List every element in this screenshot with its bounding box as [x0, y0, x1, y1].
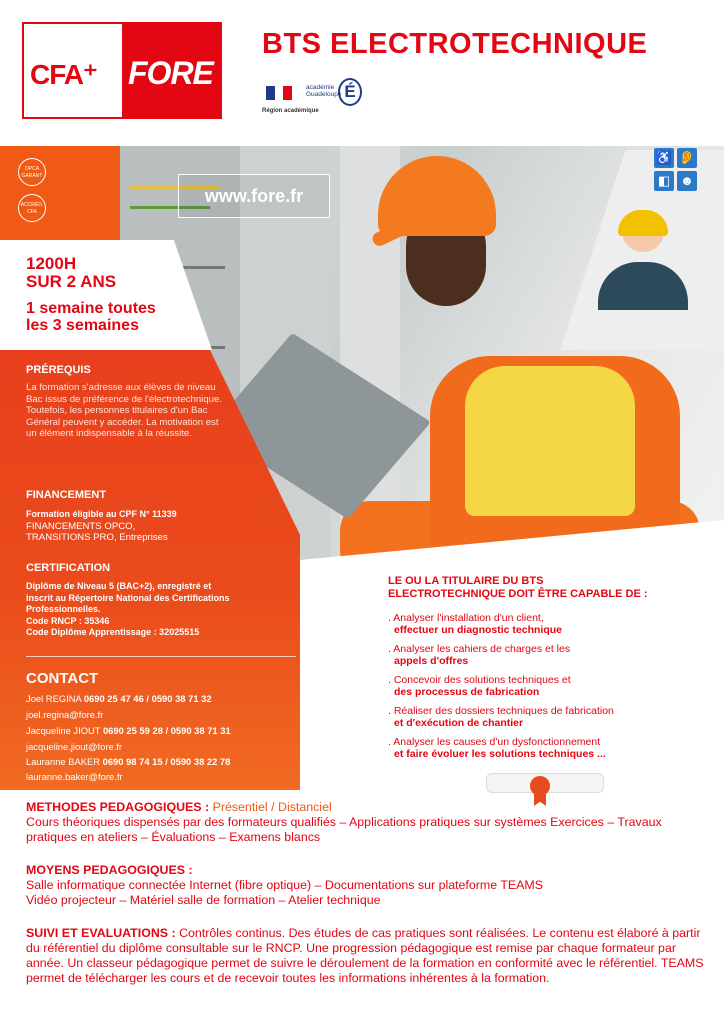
- contact-phones[interactable]: 0690 25 47 46 / 0590 38 71 32: [83, 693, 212, 704]
- certification-line2: inscrit au Répertoire National des Certifications: [26, 592, 230, 603]
- methodes-subtitle: Présentiel / Distanciel: [209, 800, 332, 814]
- capability-item: [388, 674, 718, 698]
- website-url[interactable]: www.fore.fr: [178, 174, 330, 218]
- capability-text: . Concevoir des solutions techniques et: [388, 674, 571, 686]
- financement-block: [26, 509, 286, 544]
- capabilities-title: [388, 575, 718, 600]
- capability-highlight: appels d'offres: [394, 655, 469, 667]
- financement-line2: FINANCEMENTS OPCO,: [26, 520, 136, 532]
- capabilities-list: [388, 612, 718, 767]
- contact-title: CONTACT: [26, 670, 99, 687]
- rhythm-line2: les 3 semaines: [26, 317, 139, 334]
- region-academique-label: Région académique: [262, 108, 319, 114]
- capabilities-title-line1: LE OU LA TITULAIRE DU BTS: [388, 575, 544, 587]
- contact-name: Jacqueline JIOUT: [26, 725, 101, 736]
- logo-cfa: CFA⁺: [30, 59, 97, 90]
- financement-line1: Formation éligible au CPF N° 11339: [26, 509, 177, 519]
- capability-text: . Réaliser des dossiers techniques de fabrication: [388, 705, 614, 717]
- capability-item: [388, 643, 718, 667]
- capability-highlight: des processus de fabrication: [394, 686, 540, 698]
- contact-name: Joel REGINA: [26, 693, 82, 704]
- suivi-title: SUIVI ET EVALUATIONS :: [26, 926, 176, 940]
- certification-line5: Code Diplôme Apprentissage : 32025515: [26, 627, 200, 637]
- years-value: SUR 2 ANS: [26, 272, 117, 291]
- methodes-section: [26, 800, 706, 845]
- methodes-title: METHODES PEDAGOGIQUES :: [26, 800, 210, 814]
- contact-person-2: [26, 725, 231, 736]
- suivi-section: [26, 926, 706, 986]
- contact-phones[interactable]: 0690 25 59 28 / 0590 38 71 31: [102, 725, 231, 736]
- certification-line4: Code RNCP : 35346: [26, 615, 110, 626]
- hearing-icon: 👂: [677, 148, 697, 168]
- moyens-section: [26, 863, 706, 908]
- visual-icon: ◧: [654, 171, 674, 191]
- duration-hours: [26, 255, 116, 291]
- capability-item: [388, 736, 718, 760]
- cognitive-icon: ☻: [677, 171, 697, 191]
- moyens-line2: Vidéo projecteur – Matériel salle de formation – Atelier technique: [26, 893, 381, 907]
- rhythm-line1: 1 semaine toutes: [26, 300, 156, 317]
- duration-rhythm: [26, 300, 156, 334]
- certification-title: CERTIFICATION: [26, 562, 111, 574]
- certification-line3: Professionnelles.: [26, 604, 101, 614]
- contact-email[interactable]: lauranne.baker@fore.fr: [26, 771, 123, 782]
- capabilities-title-line2: ELECTROTECHNIQUE DOIT ÊTRE CAPABLE DE :: [388, 587, 648, 600]
- prerequis-text: La formation s'adresse aux élèves de niveau Bac issus de préférence de l'électrotechnique. Toutefois, les personnes titulaires d'un Bac Général peuvent y accéder. La motivation est un élément indispensable à la réussite.: [26, 382, 222, 439]
- divider: [26, 656, 296, 657]
- republique-flag-icon: [266, 86, 292, 100]
- capability-highlight: et d'exécution de chantier: [394, 717, 524, 729]
- academie-line2: Guadeloupe: [306, 91, 342, 98]
- contact-person-1: [26, 693, 212, 704]
- academie-label: [306, 84, 341, 98]
- laurel-badge-icon: ACCRÉD. CFA: [18, 194, 46, 222]
- contact-name: Lauranne BAKER: [26, 756, 101, 767]
- page-title: BTS ELECTROTECHNIQUE: [262, 28, 648, 60]
- certification-block: [26, 581, 286, 639]
- moyens-title: MOYENS PEDAGOGIQUES :: [26, 863, 193, 877]
- certification-line1: Diplôme de Niveau 5 (BAC+2), enregistré et: [26, 581, 212, 591]
- accessibility-icons: [654, 148, 702, 191]
- contact-email[interactable]: jacqueline.jiout@fore.fr: [26, 741, 123, 752]
- wheelchair-icon: ♿: [654, 148, 674, 168]
- methodes-text: Cours théoriques dispensés par des formateurs qualifiés – Applications pratiques sur systèmes Exercices – Travaux pratiques en ateliers – Évaluations – Examens blancs: [26, 815, 662, 844]
- suivi-text: Contrôles continus. Des études de cas pratiques sont réalisées. Le contenu est élaboré à partir du référentiel du diplôme consultable sur le RNCP. Une progression pédagogique est remise par chaque formateur par année. Un classeur pédagogique permet de suivre le déroulement de la formation en conformité avec le référentiel. TEAMS permet de télécharger les cours et de recevoir toutes les informations inhérentes à la formation.: [26, 926, 704, 985]
- moyens-line1: Salle informatique connectée Internet (fibre optique) – Documentations sur plateforme TEAMS: [26, 878, 544, 892]
- contact-person-3: [26, 756, 230, 767]
- capability-item: [388, 612, 718, 636]
- capability-text: . Analyser les causes d'un dysfonctionnement: [388, 736, 601, 748]
- capability-item: [388, 705, 718, 729]
- certification-badges: [18, 158, 46, 230]
- contact-email[interactable]: joel.regina@fore.fr: [26, 709, 104, 720]
- laurel-badge-icon: OPCA GARANT: [18, 158, 46, 186]
- capability-text: . Analyser l'installation d'un client,: [388, 612, 544, 624]
- prerequis-title: PRÉREQUIS: [26, 364, 91, 376]
- financement-line3: TRANSITIONS PRO, Entreprises: [26, 532, 168, 543]
- safety-vest-shape: [465, 366, 635, 516]
- capability-text: . Analyser les cahiers de charges et les: [388, 643, 571, 655]
- hours-value: 1200H: [26, 254, 77, 273]
- financement-title: FINANCEMENT: [26, 489, 107, 501]
- logo-fore: FORE: [128, 55, 213, 91]
- capability-highlight: effectuer un diagnostic technique: [394, 624, 563, 636]
- academie-line1: académie: [306, 84, 335, 91]
- contact-phones[interactable]: 0690 98 74 15 / 0590 38 22 78: [102, 756, 231, 767]
- capability-highlight: et faire évoluer les solutions techniques ...: [394, 748, 606, 760]
- academie-logo-icon: É: [338, 78, 362, 106]
